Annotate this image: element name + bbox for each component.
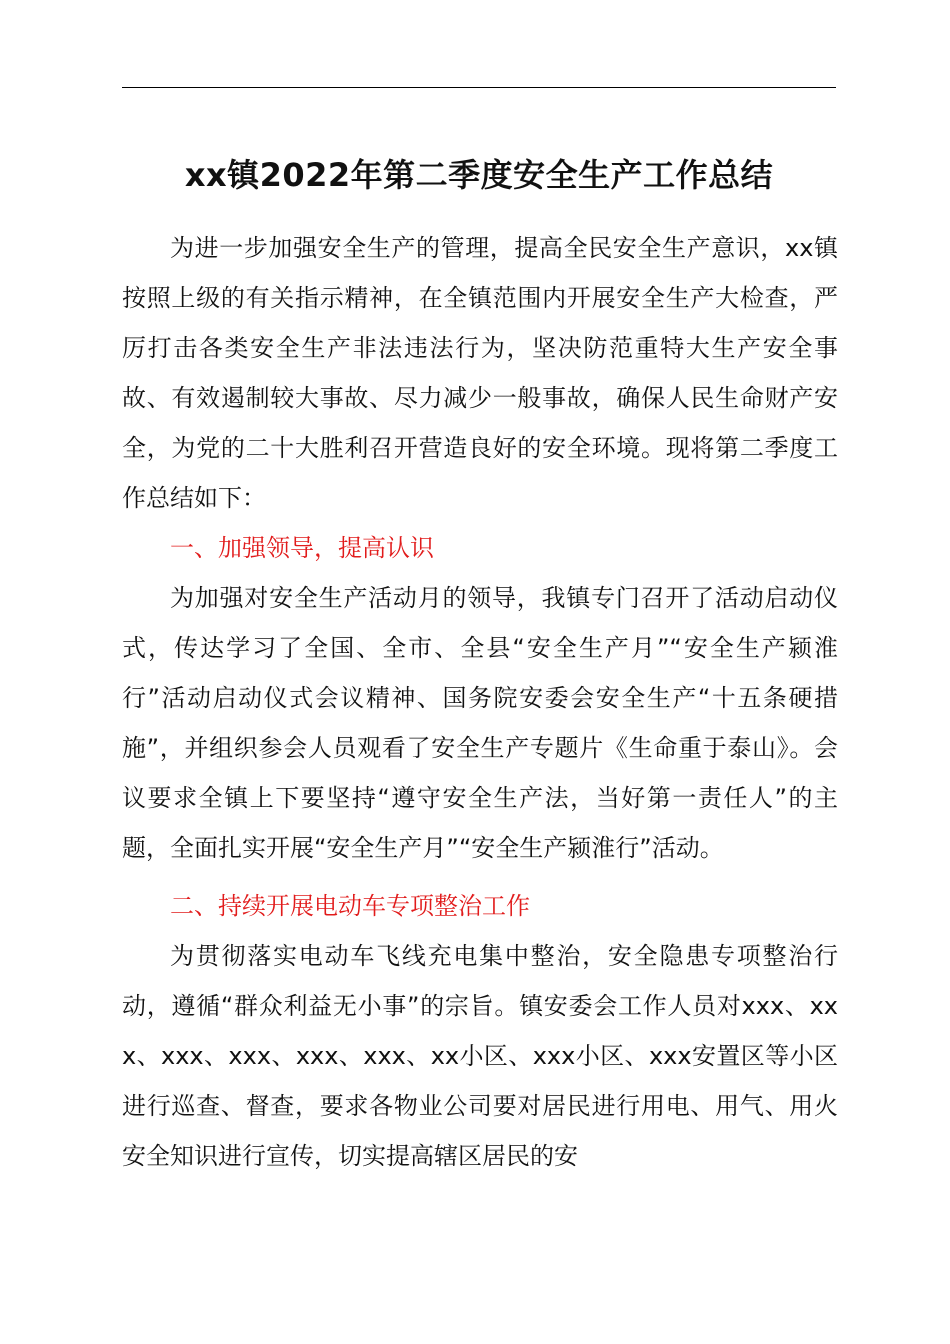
document-body — [122, 223, 838, 1181]
intro-paragraph: 为进一步加强安全生产的管理，提高全民安全生产意识，xx镇按照上级的有关指示精神，在全镇范围内开展安全生产大检查，严厉打击各类安全生产非法违法行为，坚决防范重特大生产安全事故、有效遏制较大事故、尽力减少一般事故，确保人民生命财产安全，为党的二十大胜利召开营造良好的安全环境。现将第二季度工作总结如下： — [122, 234, 838, 512]
section-body-1: 为加强对安全生产活动月的领导，我镇专门召开了活动启动仪式，传达学习了全国、全市、全县“安全生产月”“安全生产颍淮行”活动启动仪式会议精神、国务院安委会安全生产“十五条硬措施”，并组织参会人员观看了安全生产专题片《生命重于泰山》。会议要求全镇上下要坚持“遵守安全生产法，当好第一责任人”的主题，全面扎实开展“安全生产月”“安全生产颍淮行”活动。 — [122, 584, 838, 862]
section-heading-1: 一、加强领导，提高认识 — [170, 534, 434, 562]
header-rule — [122, 87, 836, 88]
document-title: xx镇2022年第二季度安全生产工作总结 — [184, 156, 774, 194]
section-heading-2: 二、持续开展电动车专项整治工作 — [170, 892, 530, 920]
section-body-2: 为贯彻落实电动车飞线充电集中整治，安全隐患专项整治行动，遵循“群众利益无小事”的宗旨。镇安委会工作人员对xxx、xxx、xxx、xxx、xxx、xxx、xx小区、xxx小区、xxx安置区等小区进行巡查、督查，要求各物业公司要对居民进行用电、用气、用火安全知识进行宣传，切实提高辖区居民的安 — [122, 942, 838, 1170]
section-gap — [122, 873, 838, 881]
